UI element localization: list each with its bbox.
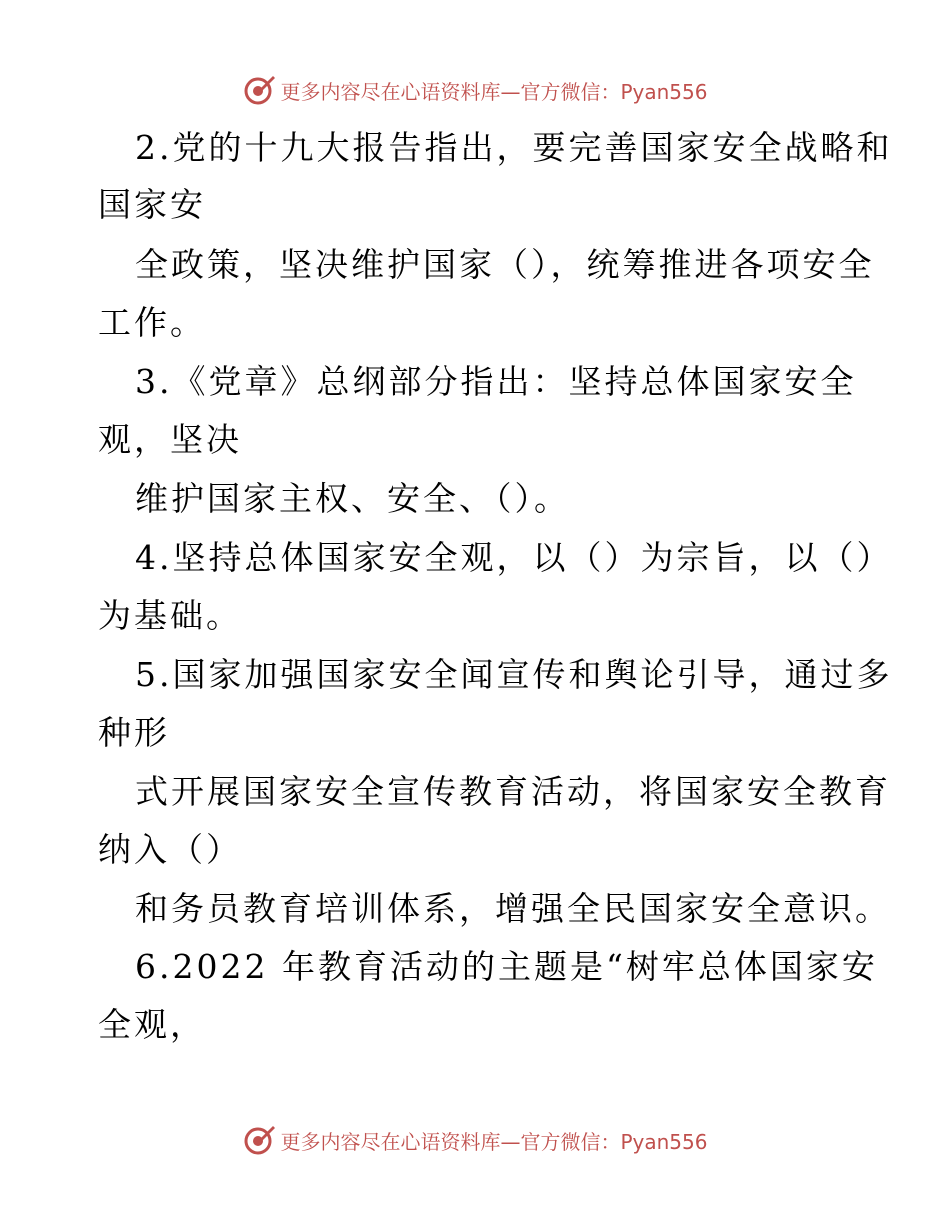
watermark-wechat: 官方微信：Pyan556 xyxy=(520,79,708,104)
text-line: 种形 xyxy=(98,713,170,752)
text-line: 维护国家主权、安全、（）。 xyxy=(135,479,570,518)
text-line: 6.2022 年教育活动的主题是“树牢总体国家安 xyxy=(135,947,878,986)
text-line: 和务员教育培训体系，增强全民国家安全意识。 xyxy=(135,889,891,928)
pen-logo-icon xyxy=(242,73,276,107)
text-line: 2.党的十九大报告指出，要完善国家安全战略和 xyxy=(135,128,893,167)
text-line: 5.国家加强国家安全闻宣传和舆论引导，通过多 xyxy=(135,655,893,694)
text-line: 纳入（） xyxy=(98,830,242,869)
watermark-text: 更多内容尽在心语资料库— xyxy=(280,79,521,104)
watermark-header xyxy=(0,70,950,110)
pen-logo-icon xyxy=(242,1123,276,1157)
text-line: 全政策，坚决维护国家（），统筹推进各项安全 xyxy=(135,245,875,284)
watermark-footer xyxy=(0,1120,950,1160)
text-line: 4.坚持总体国家安全观，以（）为宗旨，以（） xyxy=(135,538,893,577)
watermark-wechat: 官方微信：Pyan556 xyxy=(520,1129,708,1154)
text-line: 3.《党章》总纲部分指出：坚持总体国家安全 xyxy=(135,362,857,401)
text-line: 观，坚决 xyxy=(98,420,242,459)
text-line: 工作。 xyxy=(98,303,206,342)
text-line: 式开展国家安全宣传教育活动，将国家安全教育 xyxy=(135,772,891,811)
text-line: 为基础。 xyxy=(98,596,242,635)
watermark-text: 更多内容尽在心语资料库— xyxy=(280,1129,521,1154)
text-line: 国家安 xyxy=(98,185,206,224)
text-line: 全观， xyxy=(98,1005,206,1044)
